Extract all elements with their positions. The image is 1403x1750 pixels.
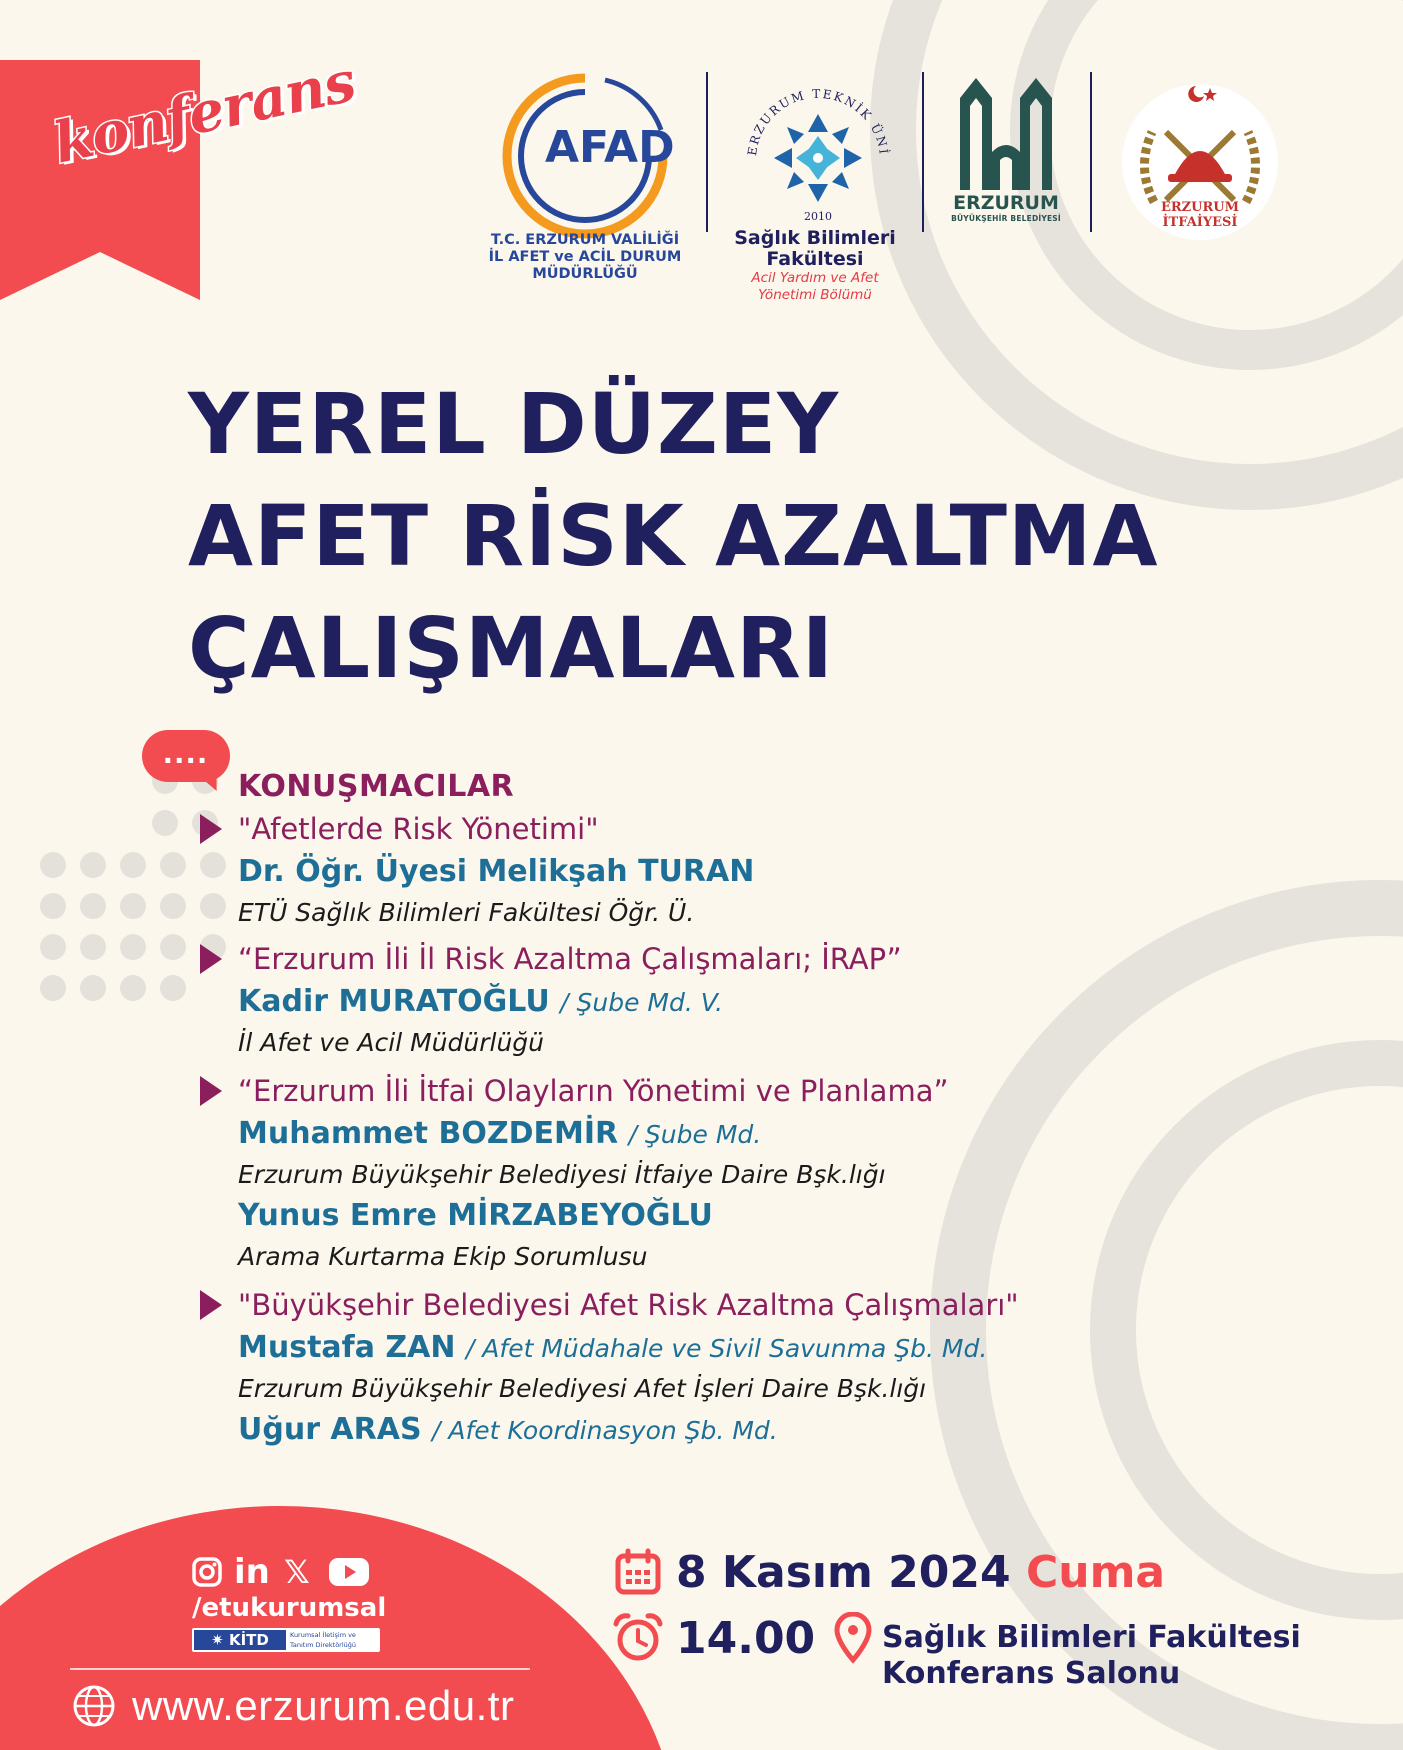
speaker-name — [238, 980, 1338, 1024]
event-venue — [882, 1620, 1301, 1692]
event-date — [676, 1546, 1165, 1600]
speaker-role: / Şube Md. V. — [560, 988, 723, 1017]
arrow-icon — [200, 1290, 222, 1320]
etu-caption — [700, 228, 930, 304]
etu-logo — [738, 80, 898, 230]
globe-icon — [72, 1684, 116, 1728]
alarm-clock-icon — [612, 1612, 664, 1664]
talk-title-text: "Büyükşehir Belediyesi Afet Risk Azaltma Çalışmaları" — [238, 1288, 1019, 1322]
venue-line: Sağlık Bilimleri Fakültesi — [882, 1620, 1301, 1655]
speaker-name — [238, 1194, 1338, 1238]
speaker-role: / Afet Koordinasyon Şb. Md. — [432, 1416, 778, 1445]
speaker-name-text: Dr. Öğr. Üyesi Melikşah TURAN — [238, 854, 755, 889]
kitd-label: KİTD — [228, 1631, 269, 1649]
website-link[interactable]: www.erzurum.edu.tr — [132, 1682, 515, 1729]
kitd-star-icon: ✷ — [211, 1631, 224, 1649]
afad-caption-line: T.C. ERZURUM VALİLİĞİ — [490, 232, 680, 248]
speech-bubble-dots: .... — [163, 733, 209, 771]
itfaiye-line: İTFAİYESİ — [1162, 215, 1238, 230]
talk-title — [238, 1070, 1338, 1112]
speaker-name — [238, 1112, 1338, 1156]
arrow-icon — [200, 814, 222, 844]
etu-faculty-line: Fakültesi — [766, 248, 864, 270]
speaker-name-text: Kadir MURATOĞLU — [238, 984, 550, 1019]
etu-ring-text: ERZURUM TEKNİK ÜNİ — [745, 86, 891, 157]
speakers-section — [238, 766, 1338, 1452]
talk-title-text: “Erzurum İli İl Risk Azaltma Çalışmaları; İRAP” — [238, 942, 902, 976]
kitd-sub-line: Kurumsal İletişim ve — [290, 1631, 356, 1639]
afad-caption — [470, 232, 700, 283]
title-line: ÇALIŞMALARI — [188, 599, 835, 697]
kitd-badge — [192, 1628, 380, 1652]
venue-line: Konferans Salonu — [882, 1656, 1181, 1691]
instagram-icon[interactable] — [192, 1557, 222, 1587]
twin-minaret-icon — [950, 72, 1062, 192]
itfaiye-line: ERZURUM — [1160, 200, 1240, 215]
social-icons — [192, 1552, 392, 1592]
event-date-text: 8 Kasım 2024 — [676, 1547, 1011, 1598]
bb-caption — [942, 192, 1070, 224]
speaker-role: / Şube Md. — [628, 1120, 762, 1149]
speakers-heading: KONUŞMACILAR — [238, 769, 515, 804]
event-day: Cuma — [1025, 1547, 1166, 1598]
speaker-name-text: Yunus Emre MİRZABEYOĞLU — [238, 1198, 713, 1233]
talk-title — [238, 1284, 1338, 1326]
itfaiye-caption — [1140, 200, 1260, 230]
talk-title-text: "Afetlerde Risk Yönetimi" — [238, 812, 599, 846]
speaker-name — [238, 1408, 1338, 1452]
speaker-org: İl Afet ve Acil Müdürlüğü — [238, 1028, 545, 1057]
kitd-subtitle — [290, 1630, 378, 1650]
afad-mark: AFAD — [545, 122, 675, 173]
logo-separator — [1090, 72, 1092, 232]
logo-separator — [706, 72, 708, 232]
speaker-org: Erzurum Büyükşehir Belediyesi Afet İşleri Daire Bşk.lığı — [238, 1374, 927, 1403]
title-line: YEREL DÜZEY — [188, 375, 840, 473]
speaker-name — [238, 850, 1338, 894]
afad-caption-line: MÜDÜRLÜĞÜ — [532, 266, 638, 282]
event-title — [188, 368, 1368, 704]
afad-logo — [485, 70, 695, 240]
talk-title — [238, 808, 1338, 850]
x-icon[interactable]: 𝕏 — [284, 1553, 310, 1591]
youtube-icon[interactable] — [328, 1557, 370, 1587]
location-pin-icon — [834, 1612, 872, 1664]
arrow-icon — [200, 1076, 222, 1106]
bb-sub: BÜYÜKŞEHİR BELEDİYESİ — [951, 214, 1061, 223]
etu-dept-line: Yönetimi Bölümü — [758, 287, 872, 303]
social-handle[interactable]: /etukurumsal — [192, 1593, 387, 1623]
bb-name: ERZURUM — [953, 192, 1059, 214]
calendar-icon — [614, 1548, 662, 1596]
speaker-name-text: Muhammet BOZDEMİR — [238, 1116, 619, 1151]
kitd-sub-line: Tanıtım Direktörlüğü — [290, 1641, 357, 1649]
speaker-org: ETÜ Sağlık Bilimleri Fakültesi Öğr. Ü. — [238, 898, 695, 927]
speaker-role: / Afet Müdahale ve Sivil Savunma Şb. Md. — [465, 1334, 988, 1363]
footer-divider — [70, 1668, 530, 1670]
bb-logo — [950, 72, 1062, 192]
etu-dept-line: Acil Yardım ve Afet — [751, 270, 879, 286]
speaker-name-text: Uğur ARAS — [238, 1412, 422, 1447]
linkedin-icon[interactable]: in — [234, 1552, 270, 1592]
speaker-org: Arama Kurtarma Ekip Sorumlusu — [238, 1242, 648, 1271]
arrow-icon — [200, 944, 222, 974]
speaker-name-text: Mustafa ZAN — [238, 1330, 456, 1365]
afad-caption-line: İL AFET ve ACİL DURUM — [488, 249, 682, 265]
logo-separator — [922, 72, 924, 232]
etu-year: 2010 — [804, 210, 832, 223]
kitd-mark — [194, 1630, 286, 1650]
etu-faculty-line: Sağlık Bilimleri — [734, 227, 896, 249]
speaker-name — [238, 1326, 1338, 1370]
talk-title-text: “Erzurum İli İtfai Olayların Yönetimi ve Planlama” — [238, 1074, 949, 1108]
konferans-label: konferans — [48, 48, 361, 177]
event-time: 14.00 — [676, 1613, 816, 1664]
snowflake-icon — [774, 114, 862, 202]
title-line: AFET RİSK AZALTMA — [188, 487, 1159, 585]
talk-title — [238, 938, 1338, 980]
speaker-org: Erzurum Büyükşehir Belediyesi İtfaiye Daire Bşk.lığı — [238, 1160, 886, 1189]
